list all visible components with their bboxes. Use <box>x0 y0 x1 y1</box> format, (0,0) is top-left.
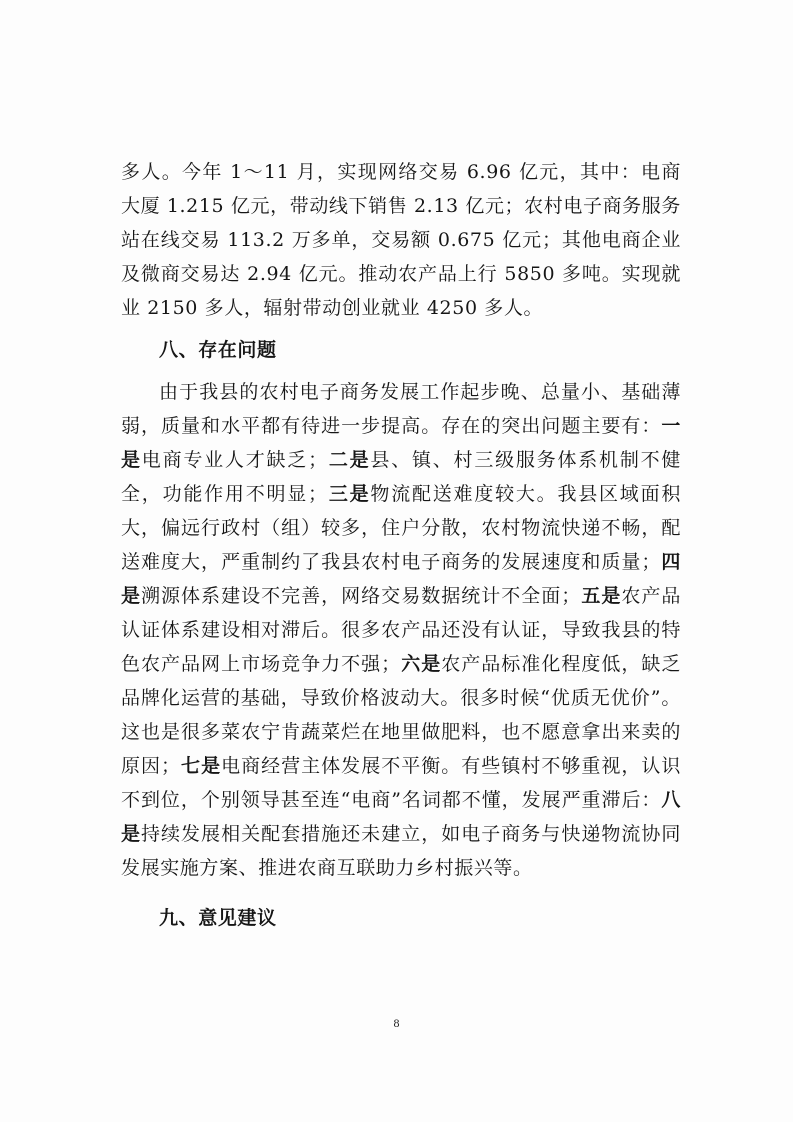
problem-text-7: 电商经营主体发展不平衡。有些镇村不够重视，认识不到位，个别领导甚至连“电商”名词都不懂，发展严重滞后： <box>121 755 681 811</box>
problem-marker-5: 五是 <box>580 585 622 607</box>
page-number: 8 <box>393 1016 400 1030</box>
problem-text-3: 物流配送难度较大。我县区域面积大，偏远行政村（组）较多，住户分散，农村物流快递不畅，配送难度大，严重制约了我县农村电子商务的发展速度和质量； <box>121 483 681 573</box>
section-heading-suggestions: 九、意见建议 <box>159 907 277 929</box>
problem-marker-6: 六是 <box>400 653 442 675</box>
problem-text-8: 持续发展相关配套措施还未建立，如电子商务与快递物流协同发展实施方案、推进农商互联助力乡村振兴等。 <box>121 823 681 879</box>
problem-marker-2: 二是 <box>327 449 371 471</box>
problem-text-1: 电商专业人才缺乏； <box>141 449 328 471</box>
problem-text-2: 县、镇、村三级服务体系机制不健全，功能作用不明显； <box>121 449 681 505</box>
problem-marker-3: 三是 <box>327 483 371 505</box>
document-body <box>121 155 681 935</box>
problem-text-6: 农产品标准化程度低，缺乏品牌化运营的基础，导致价格波动大。很多时候“优质无优价”。这也是很多菜农宁肯蔬菜烂在地里做肥料，也不愿意拿出来卖的原因； <box>121 653 682 777</box>
problem-marker-1: 一是 <box>121 415 681 471</box>
problem-marker-8: 八是 <box>121 789 681 845</box>
problem-marker-4: 四是 <box>121 551 681 607</box>
paragraph-ecommerce-results: 多人。今年 1～11 月，实现网络交易 6.96 亿元，其中：电商大厦 1.215 亿元，带动线下销售 2.13 亿元；农村电子商务服务站在线交易 113.2 万多单，交易额 0.675 亿元；其他电商企业及微商交易达 2.94 亿元。推动农产品上行 5850 多吨。实现就业 2150 多人，辐射带动创业就业 4250 多人。 <box>121 161 681 319</box>
problems-intro: 由于我县的农村电子商务发展工作起步晚、总量小、基础薄弱，质量和水平都有待进一步提高。存在的突出问题主要有： <box>121 381 681 437</box>
problem-text-4: 溯源体系建设不完善，网络交易数据统计不全面； <box>141 585 581 607</box>
paragraph-problems <box>121 375 681 885</box>
section-heading-problems: 八、存在问题 <box>159 339 277 361</box>
problem-text-5: 农产品认证体系建设相对滞后。很多农产品还没有认证，导致我县的特色农产品网上市场竞争力不强； <box>121 585 681 675</box>
problem-marker-7: 七是 <box>180 755 222 777</box>
